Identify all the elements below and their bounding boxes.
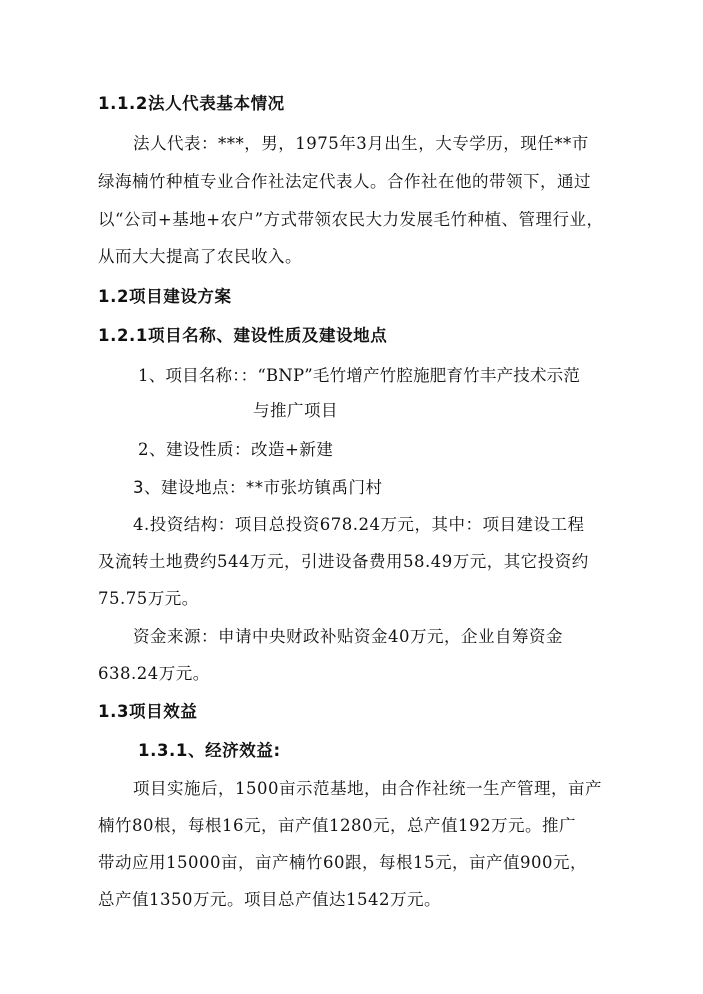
build-site: 3、建设地点：**市张坊镇禹门村	[133, 478, 383, 497]
heading-1-2: 1.2项目建设方案	[98, 287, 232, 306]
investment-line-2: 及流转土地费约544万元，引进设备费用58.49万元，其它投资约	[98, 552, 589, 571]
legal-rep-line-4: 从而大大提高了农民收入。	[98, 247, 302, 266]
fund-line-1: 资金来源：申请中央财政补贴资金40万元，企业自筹资金	[133, 627, 563, 646]
benefit-line-2: 楠竹80根，每根16元，亩产值1280元，总产值192万元。推广	[98, 816, 576, 835]
fund-line-2: 638.24万元。	[98, 664, 210, 683]
legal-rep-line-1: 法人代表：***，男，1975年3月出生，大专学历，现任**市	[133, 134, 589, 153]
heading-1-2-1: 1.2.1项目名称、建设性质及建设地点	[98, 326, 388, 345]
project-name-line-1: 1、项目名称：：“BNP”毛竹增产竹腔施肥育竹丰产技术示范	[138, 366, 581, 385]
benefit-line-1: 项目实施后，1500亩示范基地，由合作社统一生产管理，亩产	[133, 779, 602, 798]
benefit-line-4: 总产值1350万元。项目总产值达1542万元。	[98, 890, 441, 909]
legal-rep-line-3: 以“公司+基地+农户”方式带领农民大力发展毛竹种植、管理行业，	[98, 210, 604, 229]
legal-rep-line-2: 绿海楠竹种植专业合作社法定代表人。合作社在他的带领下，通过	[98, 172, 591, 191]
heading-1-3: 1.3项目效益	[98, 702, 198, 721]
project-name-line-2: 与推广项目	[253, 401, 338, 420]
heading-1-3-1: 1.3.1、经济效益:	[138, 741, 281, 760]
benefit-line-3: 带动应用15000亩，亩产楠竹60跟，每根15元，亩产值900元，	[98, 853, 587, 872]
heading-1-1-2: 1.1.2法人代表基本情况	[98, 94, 285, 113]
investment-line-1: 4.投资结构：项目总投资678.24万元，其中：项目建设工程	[133, 515, 585, 534]
build-nature: 2、建设性质：改造+新建	[138, 440, 334, 459]
investment-line-3: 75.75万元。	[98, 589, 199, 608]
